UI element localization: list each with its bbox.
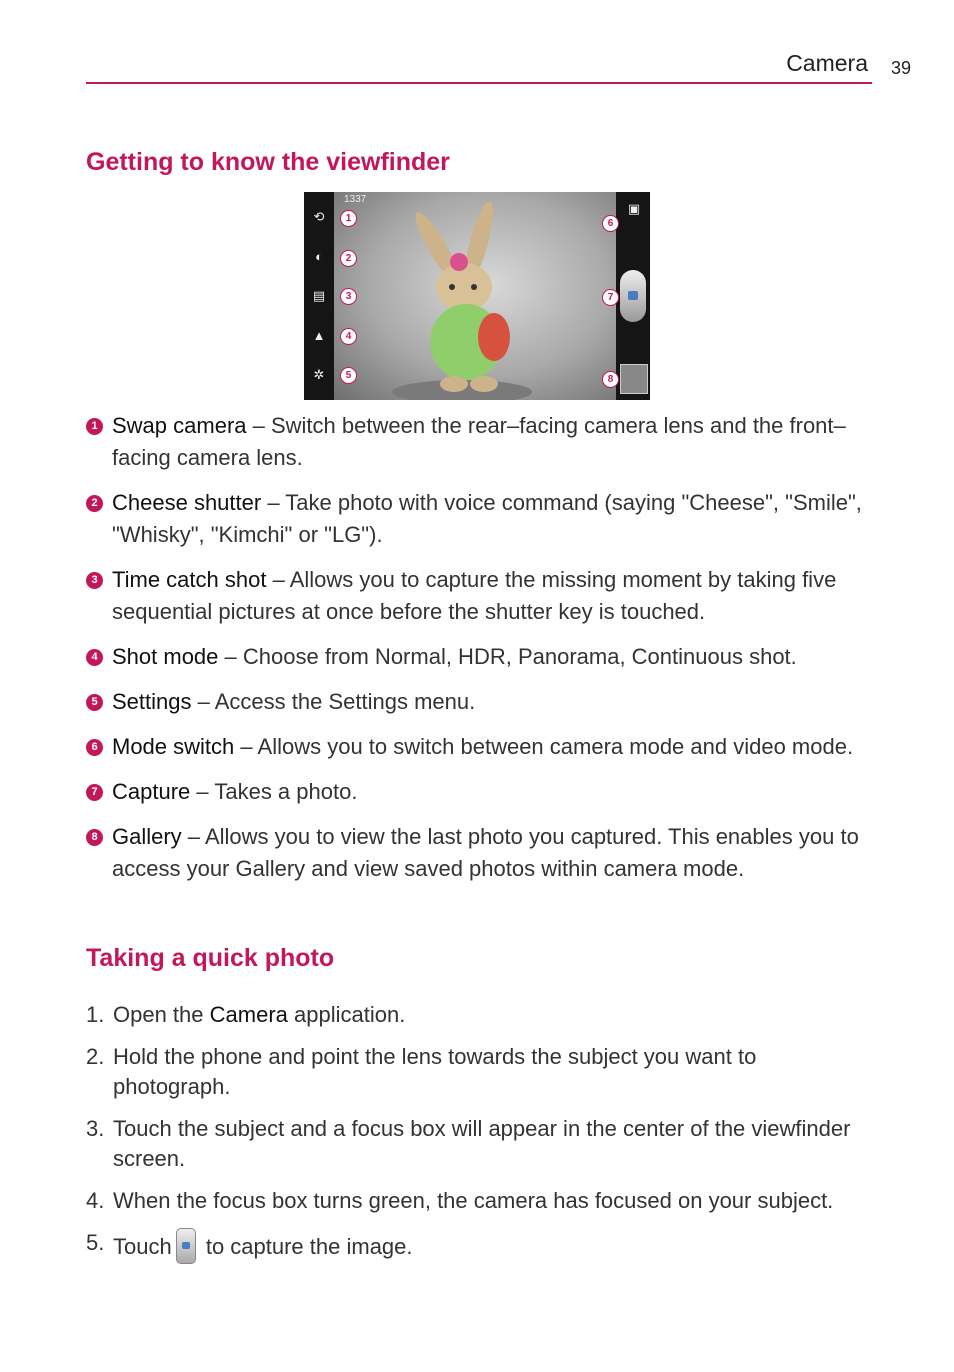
step-text: Touch [113, 1234, 172, 1259]
callout-5: 5 [340, 367, 357, 384]
step-item [86, 1000, 866, 1030]
number-bullet: 5 [86, 694, 103, 711]
mode-switch-icon: ▣ [627, 201, 641, 216]
description: Switch between the rear–facing camera lens and the front–facing camera lens. [112, 413, 846, 470]
shot-mode-icon: ▲ [312, 328, 326, 343]
step-item [86, 1042, 866, 1102]
step-number: 5. [86, 1230, 105, 1255]
step-item [86, 1186, 866, 1216]
step-text: Hold the phone and point the lens towards the subject you want to photograph. [113, 1044, 757, 1099]
step-number: 1. [86, 1002, 105, 1027]
capture-button-icon [176, 1228, 196, 1264]
step-item [86, 1114, 866, 1174]
description: Allows you to view the last photo you captured. This enables you to access your Gallery and view saved photos within camera mode. [112, 824, 859, 881]
viewfinder-scene [334, 192, 616, 400]
step-number: 4. [86, 1188, 105, 1213]
settings-gear-icon: ✲ [313, 367, 325, 382]
term: Cheese shutter [112, 490, 262, 515]
separator: – [191, 689, 215, 714]
separator: – [190, 779, 215, 804]
shot-counter: 1337 [344, 194, 367, 205]
bunny-figurine-image [334, 192, 616, 400]
app-name: Camera [209, 1002, 288, 1027]
section-title-quick-photo: Taking a quick photo [86, 944, 335, 972]
term: Swap camera [112, 413, 247, 438]
description: Access the Settings menu. [214, 689, 476, 714]
number-bullet: 7 [86, 784, 103, 801]
separator: – [266, 567, 290, 592]
description: Allows you to switch between camera mode and video mode. [257, 734, 854, 759]
swap-camera-icon: ⟲ [313, 209, 325, 224]
description: Takes a photo. [214, 779, 358, 804]
term: Gallery [112, 824, 182, 849]
term: Capture [112, 779, 191, 804]
callout-2: 2 [340, 250, 357, 267]
callout-7: 7 [602, 289, 619, 306]
viewfinder-feature-list [86, 410, 866, 898]
step-text: application. [287, 1002, 406, 1027]
quick-photo-steps [86, 1000, 866, 1276]
time-catch-icon: ▤ [312, 288, 326, 303]
term: Time catch shot [112, 567, 267, 592]
callout-8: 8 [602, 371, 619, 388]
list-item [86, 776, 866, 808]
number-bullet: 6 [86, 739, 103, 756]
page-header [86, 50, 872, 84]
step-text: Open the [113, 1002, 210, 1027]
list-item [86, 731, 866, 763]
number-bullet: 8 [86, 829, 103, 846]
step-text: to capture the image. [199, 1234, 413, 1259]
number-bullet: 4 [86, 649, 103, 666]
viewfinder-right-toolbar [616, 192, 650, 400]
section-name: Camera [786, 50, 868, 76]
description: Choose from Normal, HDR, Panorama, Continuous shot. [242, 644, 797, 669]
gallery-thumbnail-icon [620, 364, 648, 394]
list-item [86, 487, 866, 551]
section-title-viewfinder: Getting to know the viewfinder [86, 148, 450, 176]
number-bullet: 3 [86, 572, 103, 589]
viewfinder-screenshot [304, 192, 650, 400]
term: Mode switch [112, 734, 235, 759]
list-item [86, 821, 866, 885]
list-item [86, 686, 866, 718]
description: Take photo with voice command (saying "Cheese", "Smile", "Whisky", "Kimchi" or "LG"). [112, 490, 862, 547]
separator: – [261, 490, 286, 515]
term: Settings [112, 689, 192, 714]
number-bullet: 2 [86, 495, 103, 512]
separator: – [218, 644, 243, 669]
term: Shot mode [112, 644, 219, 669]
step-number: 2. [86, 1044, 105, 1069]
step-text: When the focus box turns green, the camera has focused on your subject. [113, 1188, 834, 1213]
capture-button-icon [620, 270, 646, 322]
list-item [86, 641, 866, 673]
list-item [86, 564, 866, 628]
step-text: Touch the subject and a focus box will appear in the center of the viewfinder screen. [113, 1116, 851, 1171]
callout-1: 1 [340, 210, 357, 227]
page-number: 39 [891, 58, 912, 78]
callout-4: 4 [340, 328, 357, 345]
separator: – [181, 824, 205, 849]
description: Allows you to capture the missing moment by taking five sequential pictures at once before the shutter key is touched. [112, 567, 837, 624]
number-bullet: 1 [86, 418, 103, 435]
separator: – [246, 413, 271, 438]
step-item [86, 1228, 866, 1264]
callout-6: 6 [602, 215, 619, 232]
callout-3: 3 [340, 288, 357, 305]
cheese-shutter-icon: ◐ [315, 249, 323, 264]
viewfinder-left-toolbar [304, 192, 334, 400]
step-number: 3. [86, 1116, 105, 1141]
list-item [86, 410, 866, 474]
separator: – [234, 734, 258, 759]
